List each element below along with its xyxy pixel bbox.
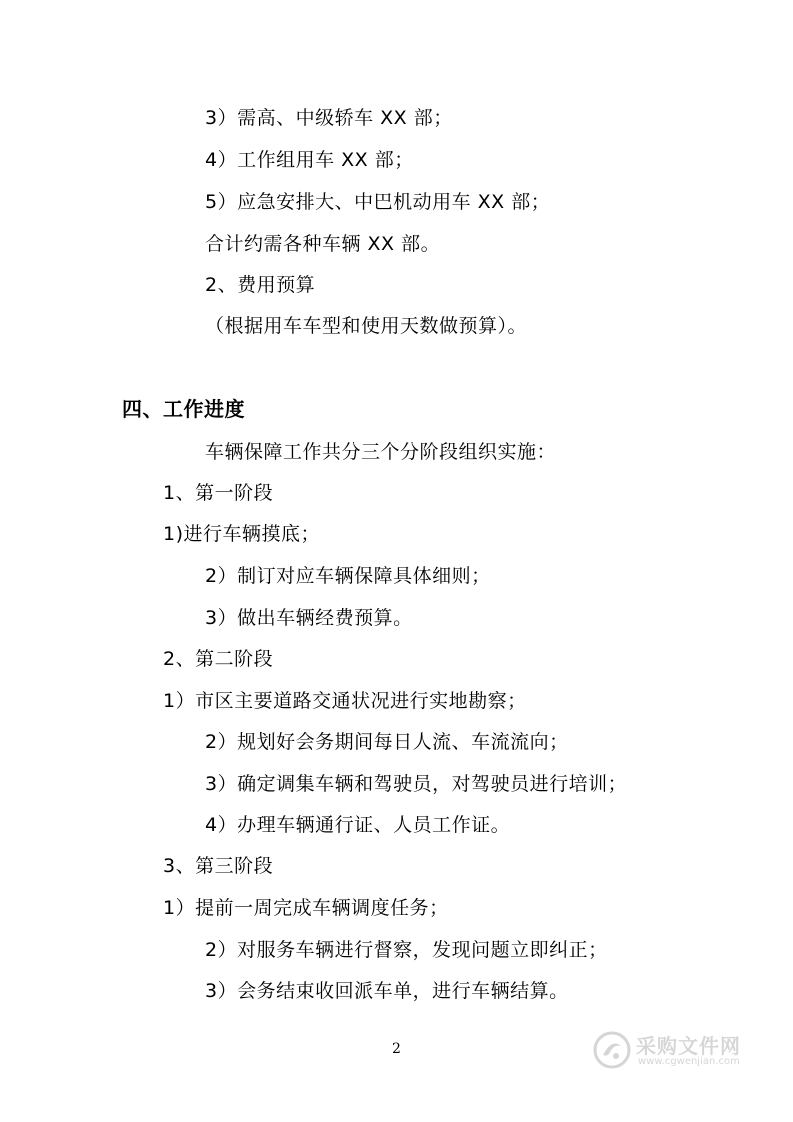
text-line: 合计约需各种车辆 XX 部。 — [205, 233, 441, 255]
text-line: 2、第二阶段 — [163, 648, 274, 670]
watermark-url: www.cgwenjian.com — [638, 1056, 740, 1067]
section-heading: 四、工作进度 — [122, 397, 245, 421]
text-line: 3）需高、中级轿车 XX 部； — [205, 107, 453, 129]
text-line: 2、费用预算 — [205, 274, 316, 296]
text-line: 1)进行车辆摸底； — [163, 523, 321, 545]
text-line: 3）确定调集车辆和驾驶员，对驾驶员进行培训； — [205, 773, 628, 795]
text-line: 2）对服务车辆进行督察，发现问题立即纠正； — [205, 939, 608, 961]
text-line: 2）规划好会务期间每日人流、车流流向； — [205, 731, 569, 753]
text-line: 1）提前一周完成车辆调度任务； — [163, 897, 449, 919]
text-line: 1）市区主要道路交通状况进行实地勘察； — [163, 690, 527, 712]
watermark-title: 采购文件网 — [636, 1034, 741, 1058]
text-line: 3）做出车辆经费预算。 — [205, 607, 413, 629]
text-line: 5）应急安排大、中巴机动用车 XX 部； — [205, 191, 551, 213]
watermark-logo-icon — [592, 1030, 632, 1070]
text-line: 1、第一阶段 — [163, 482, 274, 504]
text-line: 2）制订对应车辆保障具体细则； — [205, 565, 491, 587]
text-line: 车辆保障工作共分三个分阶段组织实施： — [205, 441, 557, 463]
page-number: 2 — [392, 1041, 401, 1057]
text-line: 3）会务结束收回派车单，进行车辆结算。 — [205, 980, 569, 1002]
text-line: （根据用车车型和使用天数做预算）。 — [205, 315, 528, 337]
text-line: 3、第三阶段 — [163, 855, 274, 877]
watermark — [592, 1028, 762, 1074]
text-line: 4）工作组用车 XX 部； — [205, 149, 414, 171]
text-line: 4）办理车辆通行证、人员工作证。 — [205, 814, 511, 836]
